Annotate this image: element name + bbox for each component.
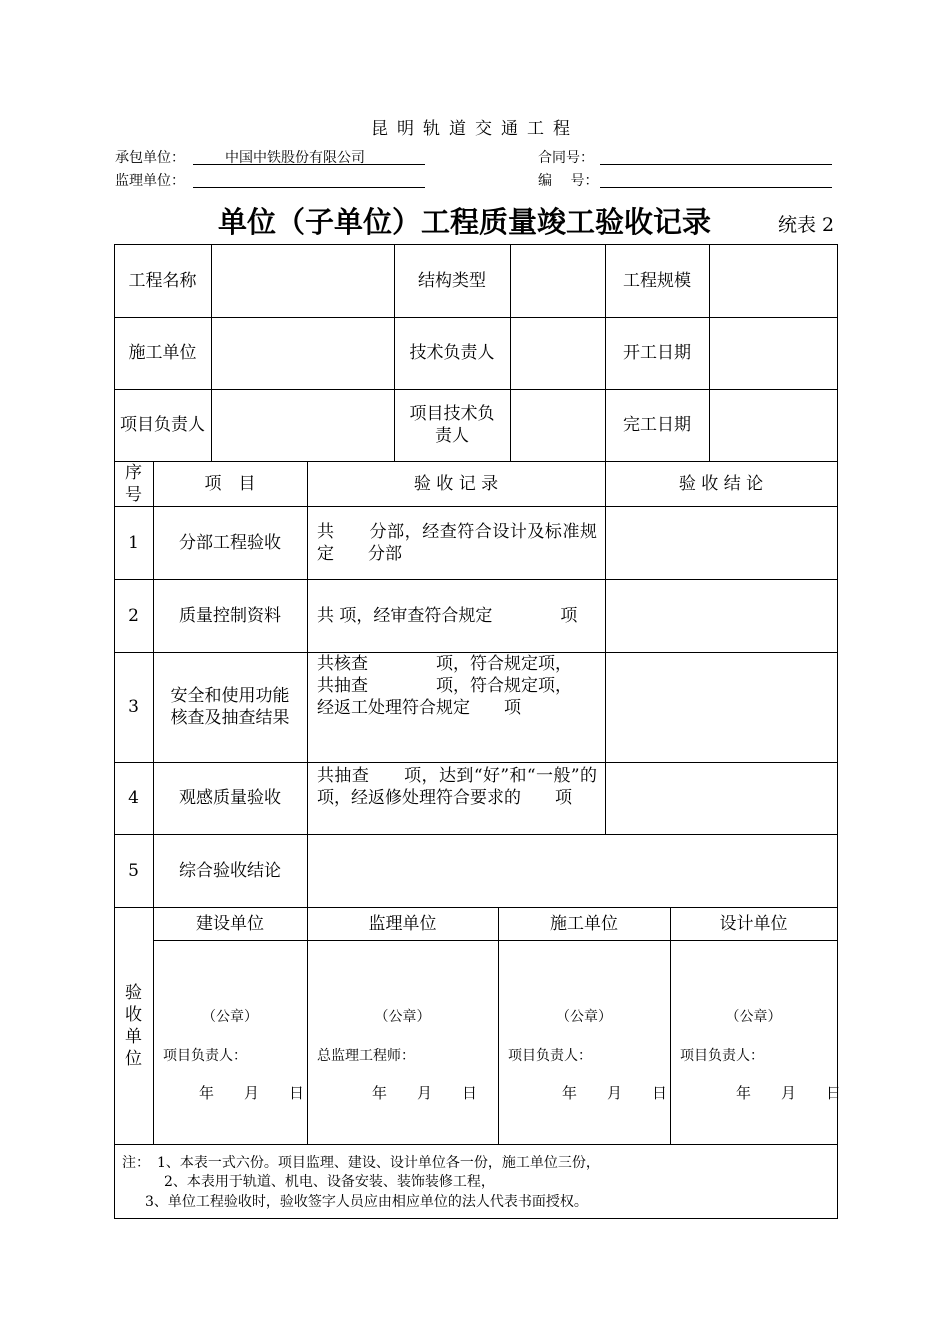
row1-item: 分部工程验收 bbox=[179, 532, 281, 553]
contractor-value: 中国中铁股份有限公司 bbox=[225, 150, 365, 166]
row3-record bbox=[317, 653, 597, 719]
unit-name-supervise: 监理单位 bbox=[368, 913, 437, 934]
col-record: 验 收 记 录 bbox=[413, 473, 499, 494]
row3-record-line: 经返工处理符合规定 项 bbox=[317, 698, 521, 718]
row5-conclusion[interactable] bbox=[307, 834, 837, 907]
contract-no-line bbox=[600, 164, 832, 165]
supervisor-label: 监理单位： bbox=[115, 173, 185, 189]
note-line: 3、单位工程验收时，验收签字人员应由相应单位的法人代表书面授权。 bbox=[145, 1194, 588, 1210]
row2-no: 2 bbox=[128, 605, 139, 626]
number-label: 编 号： bbox=[538, 173, 599, 189]
label-project-scale: 工程规模 bbox=[623, 270, 691, 291]
unit-seal: （公章） bbox=[725, 1009, 782, 1025]
number-line bbox=[600, 187, 832, 188]
unit-date: 年 月 日 bbox=[562, 1084, 668, 1102]
form-title: 单位（子单位）工程质量竣工验收记录 bbox=[218, 205, 712, 239]
unit-signer: 项目负责人： bbox=[508, 1048, 592, 1064]
col-item: 项 目 bbox=[204, 473, 256, 494]
row1-record: 共 分部，经查符合设计及标准规定 分部 bbox=[317, 522, 597, 564]
unit-name-build: 建设单位 bbox=[196, 913, 264, 934]
label-structure-type: 结构类型 bbox=[418, 270, 486, 291]
field-project-lead[interactable] bbox=[211, 389, 394, 461]
field-project-name[interactable] bbox=[211, 244, 394, 317]
contract-no-label: 合同号： bbox=[538, 150, 594, 166]
field-tech-lead[interactable] bbox=[510, 317, 605, 389]
row4-no: 4 bbox=[128, 788, 139, 808]
unit-seal: （公章） bbox=[202, 1009, 258, 1025]
row2-conclusion[interactable] bbox=[605, 579, 837, 652]
unit-signer: 项目负责人： bbox=[680, 1048, 764, 1064]
col-conclusion: 验 收 结 论 bbox=[678, 473, 764, 494]
label-construction-unit: 施工单位 bbox=[128, 343, 197, 363]
unit-date: 年 月 日 bbox=[199, 1084, 305, 1102]
label-end-date: 完工日期 bbox=[623, 415, 691, 435]
label-project-name: 工程名称 bbox=[128, 270, 197, 291]
row3-item: 安全和使用功能核查及抽查结果 bbox=[170, 686, 290, 728]
row5-no: 5 bbox=[128, 860, 139, 881]
field-end-date[interactable] bbox=[709, 389, 837, 461]
field-project-scale[interactable] bbox=[709, 244, 837, 317]
col-seq: 序号 bbox=[125, 462, 142, 505]
note-line: 2、本表用于轨道、机电、设备安装、装饰装修工程， bbox=[164, 1174, 495, 1190]
unit-seal: （公章） bbox=[374, 1009, 431, 1025]
row4-conclusion[interactable] bbox=[605, 762, 837, 834]
label-project-lead: 项目负责人 bbox=[120, 415, 205, 435]
unit-date: 年 月 日 bbox=[372, 1084, 478, 1102]
label-start-date: 开工日期 bbox=[623, 343, 691, 363]
label-project-tech-lead: 项目技术负责人 bbox=[409, 404, 495, 446]
contractor-label: 承包单位： bbox=[115, 150, 185, 166]
unit-signer: 项目负责人： bbox=[163, 1048, 247, 1064]
unit-date: 年 月 日 bbox=[736, 1084, 842, 1102]
unit-seal: （公章） bbox=[556, 1009, 612, 1025]
field-structure-type[interactable] bbox=[510, 244, 605, 317]
row3-no: 3 bbox=[128, 697, 139, 717]
row1-no: 1 bbox=[128, 532, 139, 553]
row3-record-line: 共抽查 项，符合规定项， bbox=[317, 676, 572, 696]
unit-name-construct: 施工单位 bbox=[550, 913, 618, 934]
unit-name-design: 设计单位 bbox=[719, 913, 788, 934]
row3-record-line: 共核查 项，符合规定项， bbox=[317, 654, 572, 674]
label-tech-lead: 技术负责人 bbox=[409, 343, 495, 363]
field-construction-unit[interactable] bbox=[211, 317, 394, 389]
row1-conclusion[interactable] bbox=[605, 506, 837, 579]
field-start-date[interactable] bbox=[709, 317, 837, 389]
supervisor-line bbox=[193, 187, 425, 188]
row4-record: 共抽查 项，达到“好”和“一般”的 项，经返修处理符合要求的 项 bbox=[317, 766, 631, 808]
field-project-tech-lead[interactable] bbox=[510, 389, 605, 461]
note-line: 注： 1、本表一式六份。项目监理、建设、设计单位各一份，施工单位三份， bbox=[122, 1155, 600, 1171]
row2-item: 质量控制资料 bbox=[179, 605, 281, 626]
project-name: 昆明轨道交通工程 bbox=[371, 119, 579, 139]
row5-item: 综合验收结论 bbox=[179, 860, 281, 881]
acceptance-label: 验收单位 bbox=[125, 982, 142, 1069]
row3-conclusion[interactable] bbox=[605, 652, 837, 762]
form-subtitle: 统表 2 bbox=[778, 214, 835, 236]
row2-record: 共 项，经审查符合规定 项 bbox=[317, 606, 578, 626]
row4-item: 观感质量验收 bbox=[179, 788, 281, 808]
unit-signer: 总监理工程师： bbox=[317, 1048, 415, 1064]
